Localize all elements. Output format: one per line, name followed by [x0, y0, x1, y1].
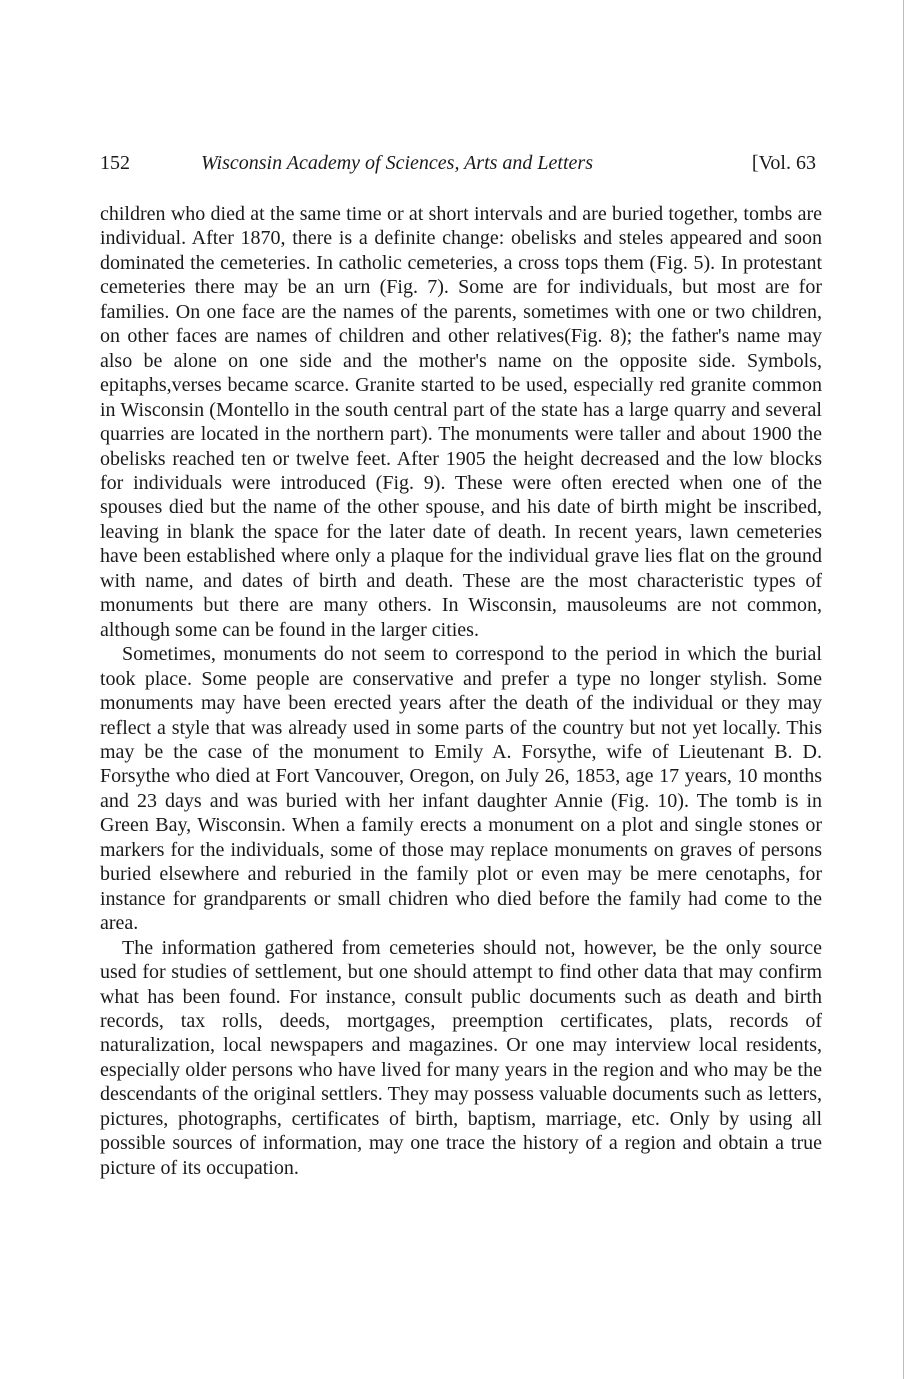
paragraph-other-sources: The information gathered from cemeteries should not, however, be the only source used for studies of settlement, but one should attempt to find other data that may confirm what has been found. For instance, consult public documents such as death and birth records, tax rolls, deeds, mortgages, preemption certificates, plats, records of naturalization, local newspapers and magazines. Or one may interview local residents, especially older persons who have lived for many years in the region and who may be the descendants of the original settlers. They may possess valuable documents such as letters, pictures, photographs, certificates of birth, baptism, marriage, etc. Only by using all possible sources of information, may one trace the history of a region and obtain a true picture of its occupation. [100, 936, 822, 1179]
journal-title: Wisconsin Academy of Sciences, Arts and Letters [201, 152, 593, 174]
volume-label: [Vol. 63 [751, 152, 816, 174]
running-head [100, 152, 820, 182]
page-number: 152 [100, 152, 130, 174]
article-body [100, 202, 822, 1180]
paragraph-monument-period: Sometimes, monuments do not seem to correspond to the period in which the burial took place. Some people are conservative and prefer a type no longer stylish. Some monuments may have been erected years after the death of the individual or they may reflect a style that was already used in some parts of the country but not yet locally. This may be the case of the monument to Emily A. Forsythe, wife of Lieutenant B. D. Forsythe who died at Fort Vancouver, Oregon, on July 26, 1853, age 17 years, 10 months and 23 days and was buried with her infant daughter Annie (Fig. 10). The tomb is in Green Bay, Wisconsin. When a family erects a monument on a plot and single stones or markers for the individuals, some of those may replace monuments on graves of persons buried elsewhere and reburied in the family plot or even may be mere cenotaphs, for instance for grandparents or small chidren who died before the family had come to the area. [100, 643, 822, 935]
paragraph-continued: children who died at the same time or at short intervals and are buried together, tombs are individual. After 1870, there is a definite change: obelisks and steles appeared and soon dominated the cemeteries. In catholic cemeteries, a cross tops them (Fig. 5). In protestant cemeteries there may be an urn (Fig. 7). Some are for individuals, but most are for families. On one face are the names of the parents, sometimes with one or two children, on other faces are names of children and other relatives(Fig. 8); the father's name may also be alone on one side and the mother's name on the opposite side. Symbols, epitaphs,verses became scarce. Granite started to be used, especially red granite common in Wisconsin (Montello in the south central part of the state has a large quarry and several quarries are located in the northern part). The monuments were taller and about 1900 the obelisks reached ten or twelve feet. After 1905 the height decreased and the low blocks for individuals were introduced (Fig. 9). These were often erected when one of the spouses died but the name of the other spouse, and his date of birth might be inscribed, leaving in blank the space for the later date of death. In recent years, lawn cemeteries have been established where only a plaque for the individual grave lies flat on the ground with name, and dates of birth and death. These are the most characteristic types of monuments but there are many others. In Wisconsin, mausoleums are not common, although some can be found in the larger cities. [100, 203, 822, 641]
page-edge-line [903, 0, 904, 1379]
